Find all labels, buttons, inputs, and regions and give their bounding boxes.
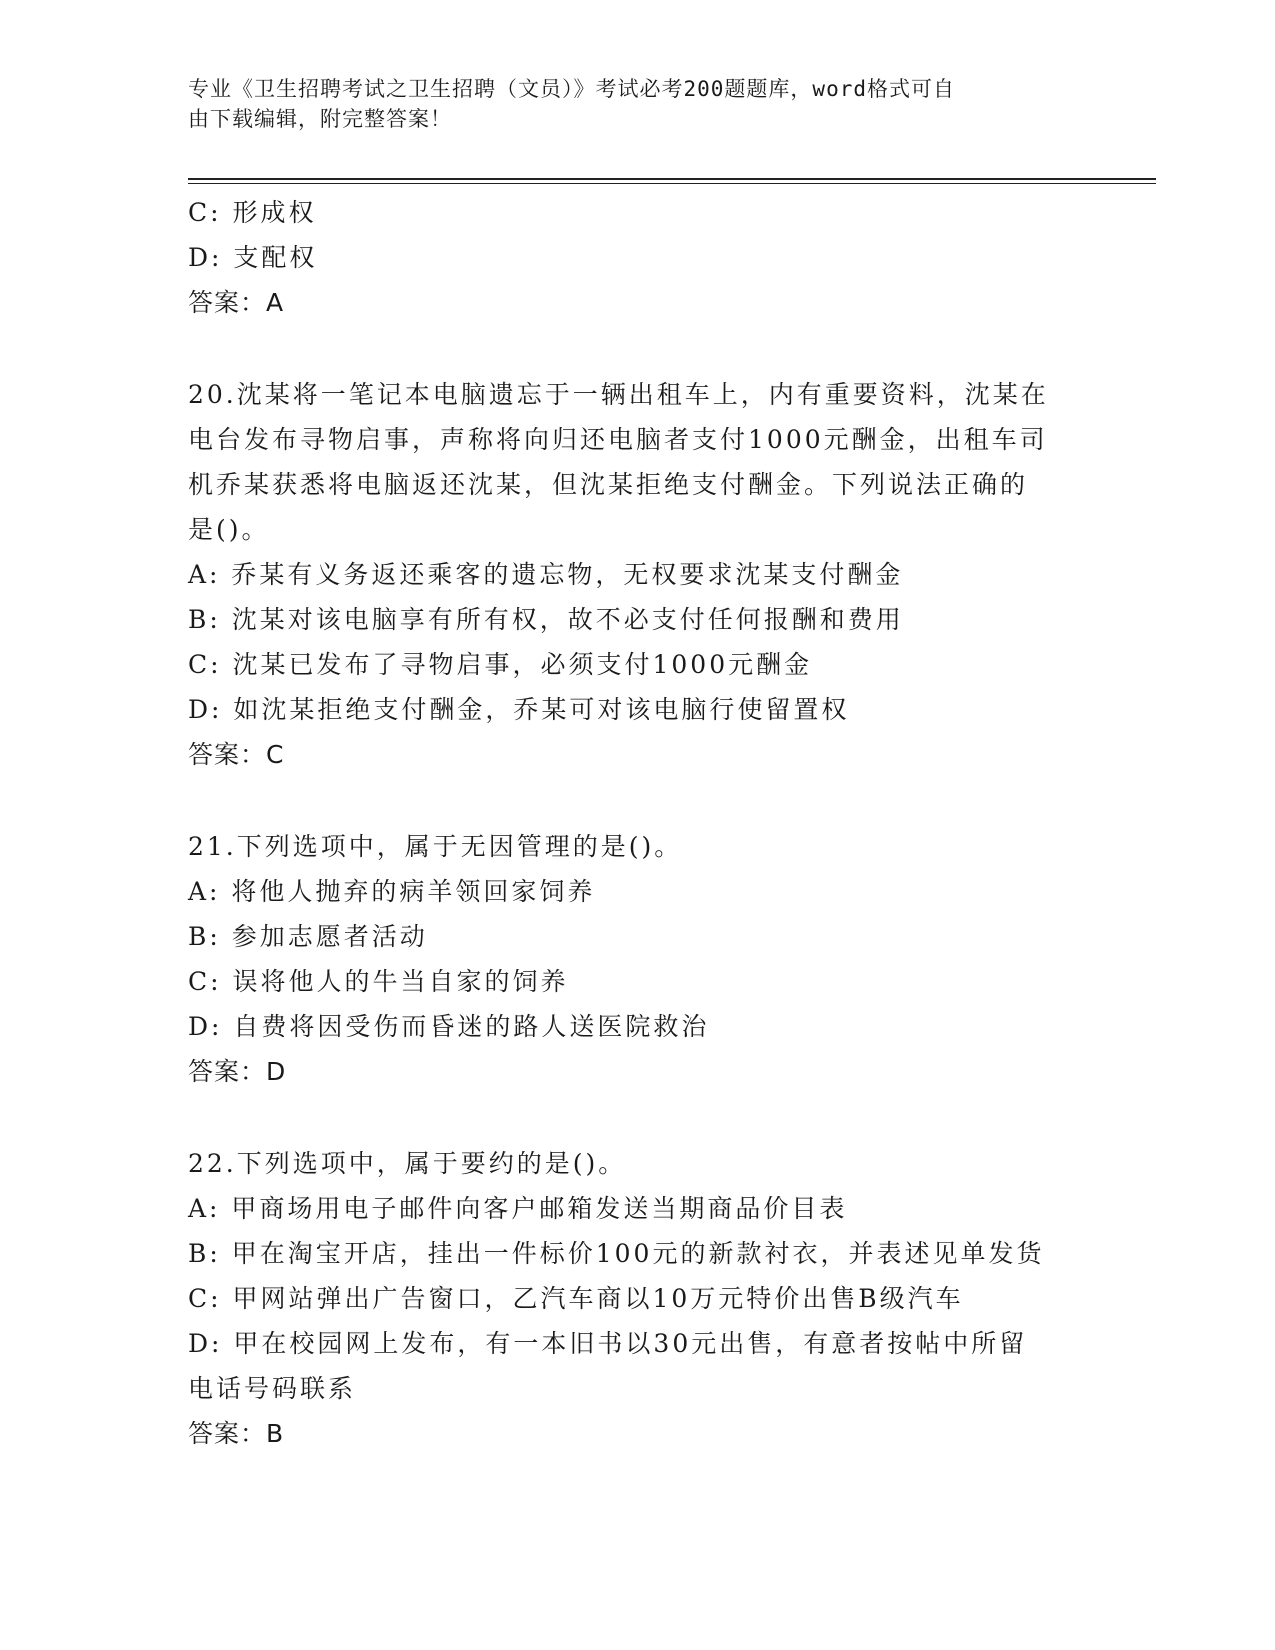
prev-question-continuation [188, 190, 1088, 325]
option-b: B: 参加志愿者活动 [188, 922, 428, 951]
answer-line: 答案：C [188, 740, 285, 769]
option-a: A: 将他人抛弃的病羊领回家饲养 [188, 877, 596, 906]
question-stem-line: 电台发布寻物启事，声称将向归还电脑者支付1000元酬金，出租车司 [188, 425, 1048, 454]
option-d: D: 自费将因受伤而昏迷的路人送医院救治 [188, 1012, 710, 1041]
answer-line: 答案：B [188, 1419, 285, 1448]
question-stem-line: 22.下列选项中，属于要约的是()。 [188, 1149, 627, 1178]
spacer [188, 325, 1088, 372]
question-stem-line: 21.下列选项中，属于无因管理的是()。 [188, 832, 683, 861]
option-b: B: 甲在淘宝开店，挂出一件标价100元的新款衬衣，并表述见单发货 [188, 1239, 1045, 1268]
document-body [188, 190, 1088, 1456]
option-d: D: 支配权 [188, 243, 318, 272]
question-stem-line: 20.沈某将一笔记本电脑遗忘于一辆出租车上，内有重要资料，沈某在 [188, 380, 1049, 409]
header-divider-thick [188, 178, 1156, 180]
option-c: C: 甲网站弹出广告窗口，乙汽车商以10万元特价出售B级汽车 [188, 1284, 964, 1313]
option-d: D: 甲在校园网上发布，有一本旧书以30元出售，有意者按帖中所留 [188, 1329, 1028, 1358]
answer-line: 答案：A [188, 288, 285, 317]
spacer [188, 777, 1088, 824]
question-20 [188, 372, 1088, 777]
option-c: C: 形成权 [188, 198, 317, 227]
question-21 [188, 824, 1088, 1094]
option-c: C: 沈某已发布了寻物启事，必须支付1000元酬金 [188, 650, 813, 679]
header-title-line-2: 由下载编辑，附完整答案！ [188, 107, 452, 131]
option-d-continuation: 电话号码联系 [188, 1374, 357, 1403]
header-title-line-1: 专业《卫生招聘考试之卫生招聘（文员）》考试必考200题题库，word格式可自 [188, 77, 955, 101]
option-a: A: 乔某有义务返还乘客的遗忘物，无权要求沈某支付酬金 [188, 560, 904, 589]
question-stem-line: 机乔某获悉将电脑返还沈某，但沈某拒绝支付酬金。下列说法正确的 [188, 470, 1029, 499]
header-divider-thin [188, 183, 1156, 184]
question-22 [188, 1141, 1088, 1456]
option-b: B: 沈某对该电脑享有所有权，故不必支付任何报酬和费用 [188, 605, 904, 634]
spacer [188, 1094, 1088, 1141]
answer-line: 答案：D [188, 1057, 287, 1086]
option-c: C: 误将他人的牛当自家的饲养 [188, 967, 569, 996]
option-d: D: 如沈某拒绝支付酬金，乔某可对该电脑行使留置权 [188, 695, 850, 724]
option-a: A: 甲商场用电子邮件向客户邮箱发送当期商品价目表 [188, 1194, 848, 1223]
document-header [188, 74, 1068, 134]
question-stem-line: 是()。 [188, 515, 270, 544]
